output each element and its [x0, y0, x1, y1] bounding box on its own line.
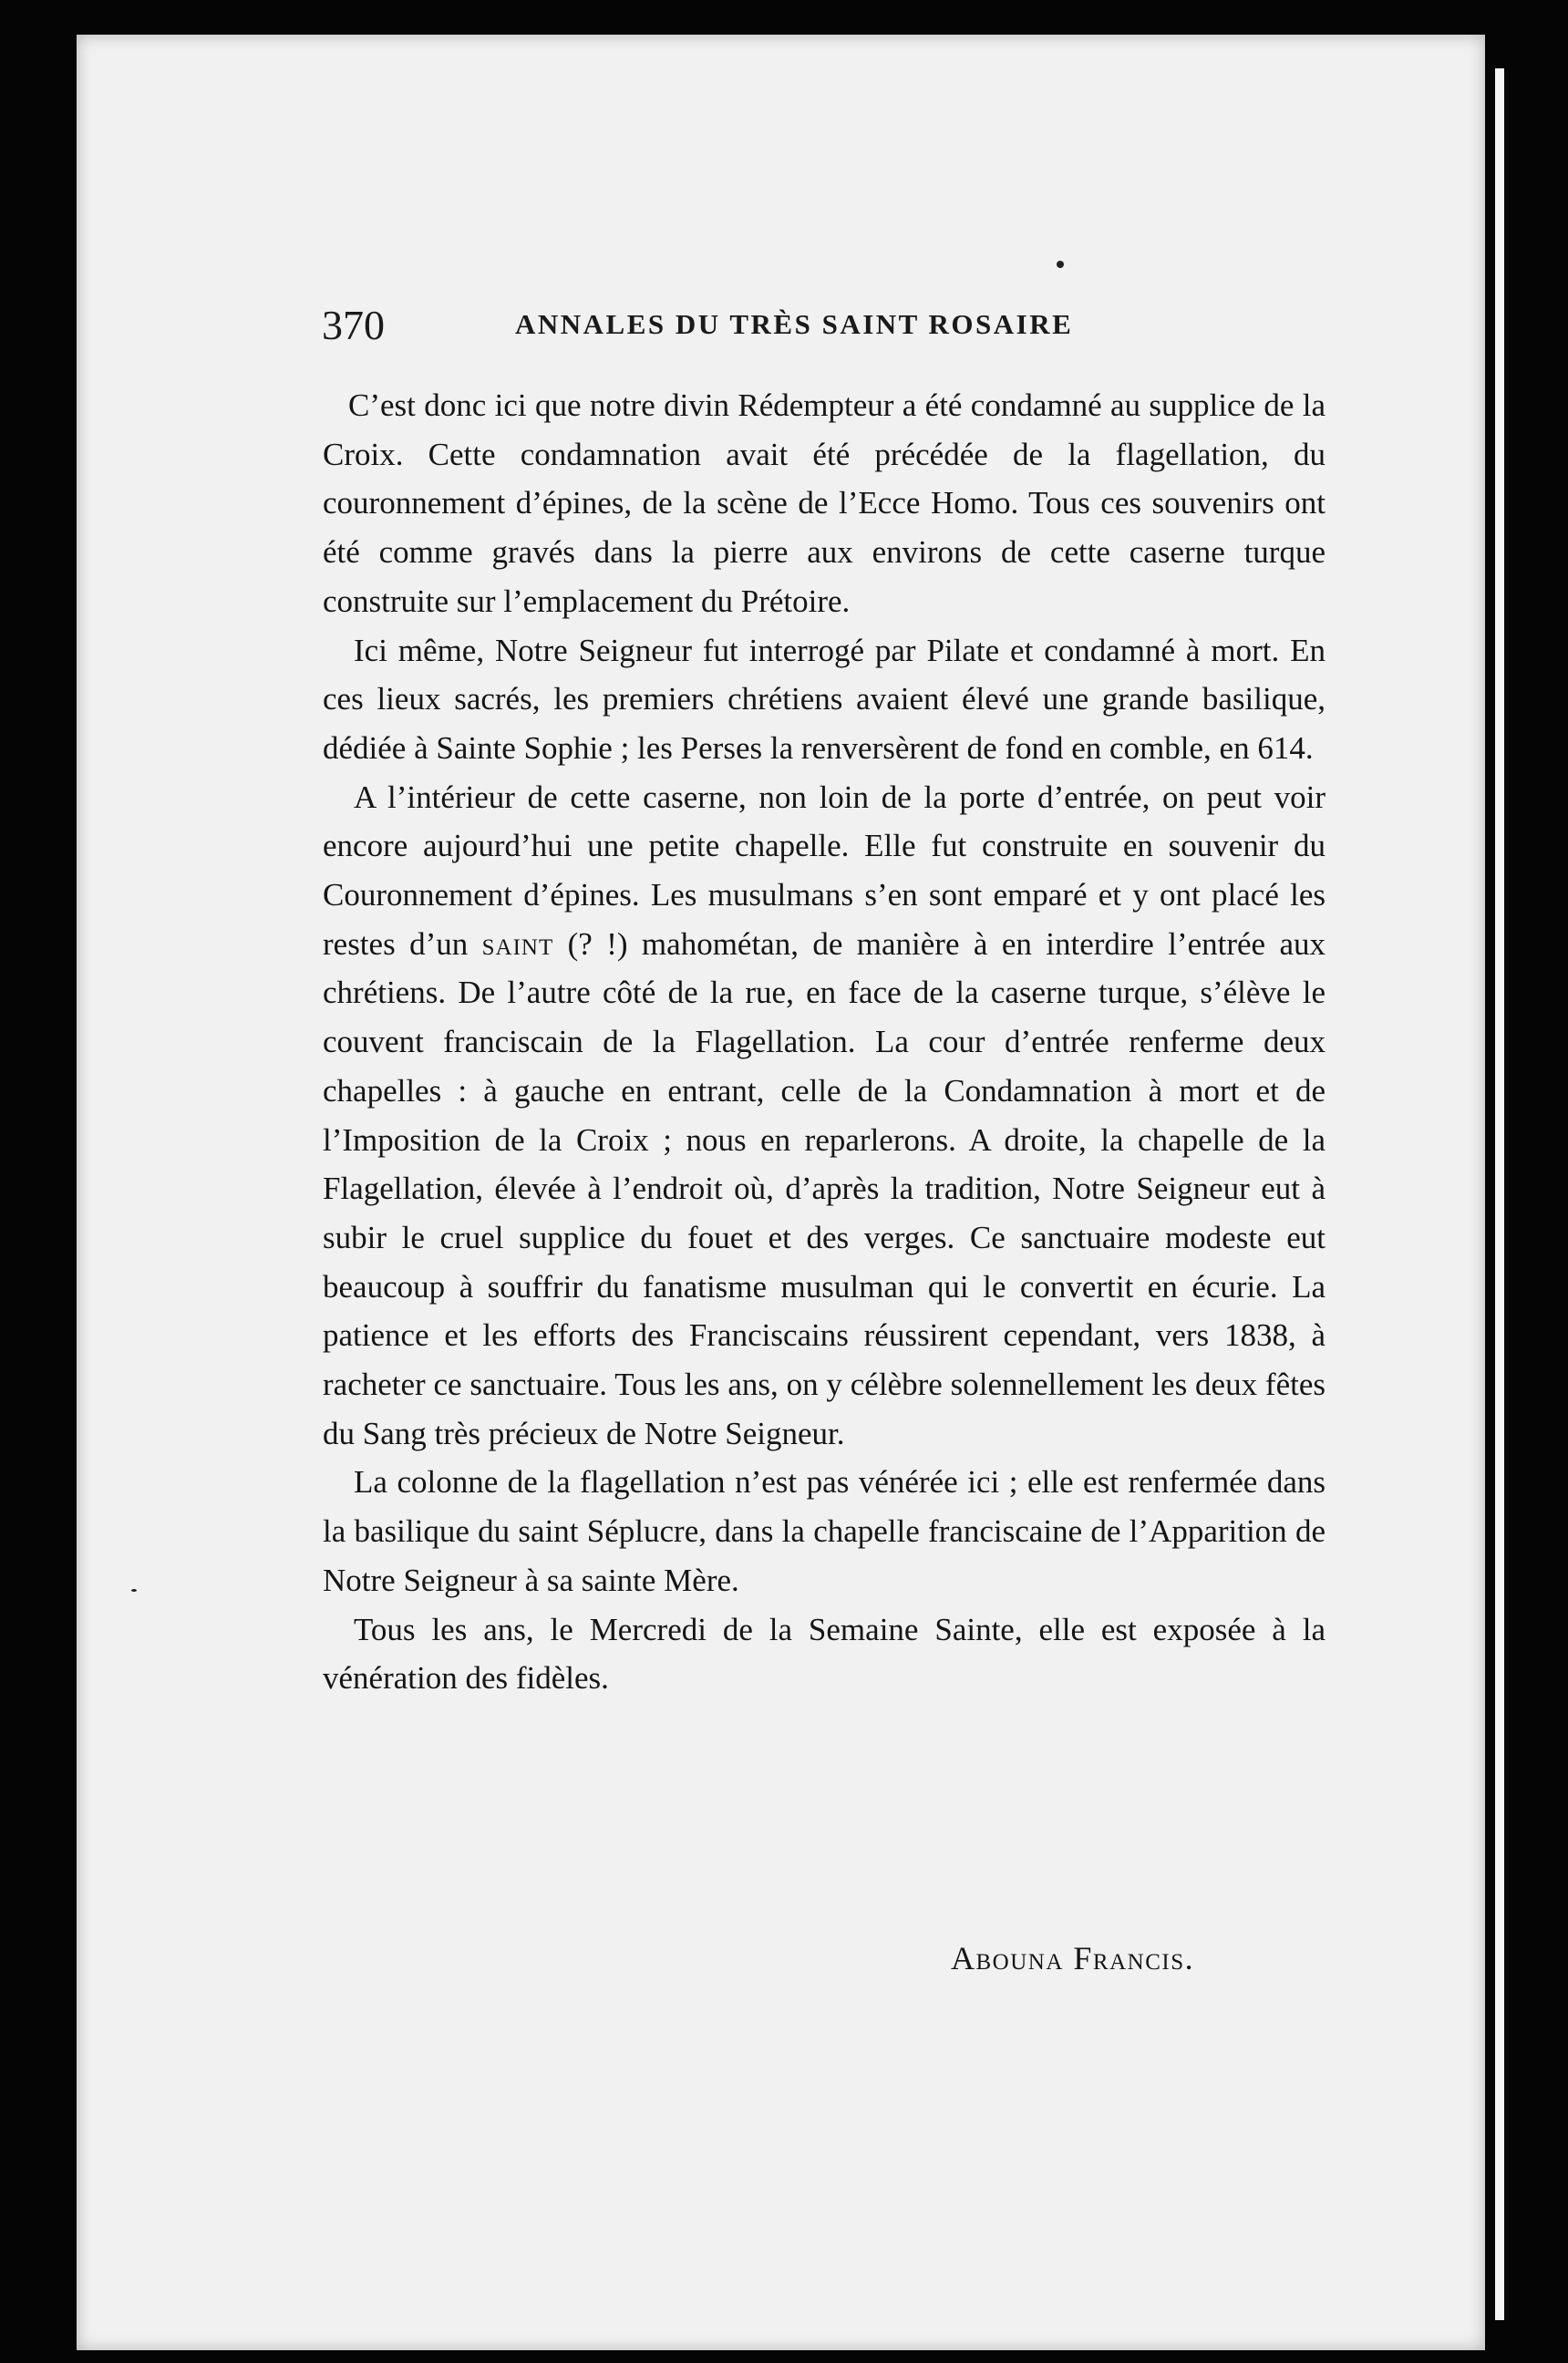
small-caps-word: saint [481, 925, 554, 962]
ink-speck [1057, 261, 1064, 268]
facing-page-edge [1495, 68, 1504, 2320]
running-title: ANNALES DU TRÈS SAINT ROSAIRE [515, 308, 1074, 340]
article-body [323, 381, 1326, 1703]
paragraph [323, 773, 1326, 1459]
text-run: A l’intérieur de cette caserne, non loin de la porte d’entrée, on peut voir encore aujourd’hui une petite chapelle. Elle fut construite en souvenir du Couronnement d’épines. Les musulmans s’en sont emparé et y ont placé les restes d’un [323, 779, 1326, 962]
paragraph: Ici même, Notre Seigneur fut interrogé par Pilate et condamné à mort. En ces lieux sacrés, les premiers chrétiens avaient élevé une grande basilique, dédiée à Sainte Sophie ; les Perses la renversèrent de fond en comble, en 614. [323, 632, 1326, 766]
paragraph: La colonne de la flagellation n’est pas vénérée ici ; elle est renfermée dans la basilique du saint Séplucre, dans la chapelle franciscaine de l’Apparition de Notre Seigneur à sa sainte Mère. [323, 1464, 1326, 1598]
text-run: (? !) mahométan, de manière à en interdire l’entrée aux chrétiens. De l’autre côté de la rue, en face de la caserne turque, s’élève le couvent franciscain de la Flagellation. La cour d’entrée renferme deux chapelles : à gauche en entrant, celle de la Condamnation à mort et de l’Imposition de la Croix ; nous en reparlerons. A droite, la chapelle de la Flagellation, élevée à l’endroit où, d’après la tradition, Notre Seigneur eut à subir le cruel supplice du fouet et des verges. Ce sanctuaire modeste eut beaucoup à souffrir du fanatisme musulman qui le convertit en écurie. La patience et les efforts des Franciscains réussirent cependant, vers 1838, à racheter ce sanctuaire. Tous les ans, on y célèbre solennellement les deux fêtes du Sang très précieux de Notre Seigneur. [323, 925, 1326, 1451]
ink-speck [131, 1589, 137, 1592]
page-header [322, 301, 1142, 356]
author-signature: Abouna Francis. [951, 1940, 1195, 1976]
paragraph: C’est donc ici que notre divin Rédempteur a été condamné au supplice de la Croix. Cette condamnation avait été précédée de la flagellation, du couronnement d’épines, de la scène de l’Ecce Homo. Tous ces souvenirs ont été comme gravés dans la pierre aux environs de cette caserne turque construite sur l’emplacement du Prétoire. [323, 387, 1326, 619]
page-number: 370 [322, 302, 385, 348]
paragraph: Tous les ans, le Mercredi de la Semaine Sainte, elle est exposée à la vénération des fidèles. [323, 1611, 1326, 1697]
